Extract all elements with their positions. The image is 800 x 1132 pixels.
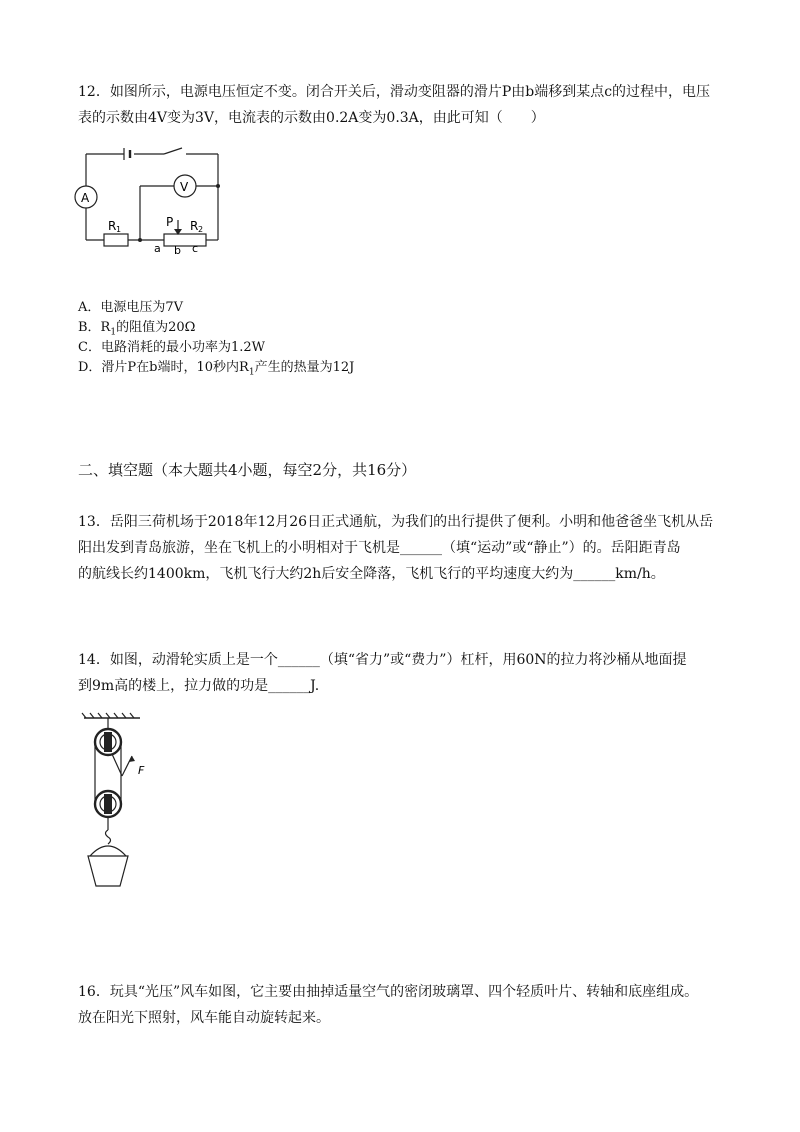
- q13-line-1: 13．岳阳三荷机场于2018年12月26日正式通航，为我们的出行提供了便利。小明和他爸爸坐飞机从岳: [78, 514, 714, 530]
- section-title-fill-in: 二、填空题（本大题共4小题，每空2分，共16分）: [78, 461, 417, 479]
- pulley-diagram: [74, 712, 184, 894]
- q12-line-1: 12．如图所示，电源电压恒定不变。闭合开关后，滑动变阻器的滑片P由b端移到某点c的过程中，电压: [78, 84, 711, 100]
- r1-label: R: [108, 219, 117, 233]
- point-a-label: a: [154, 242, 161, 255]
- q12-line-2: 表的示数由4V变为3V，电流表的示数由0.2A变为0.3A，由此可知（ ）: [78, 110, 545, 126]
- voltmeter-label: V: [180, 180, 189, 194]
- q16-line-2: 放在阳光下照射，风车能自动旋转起来。: [78, 1010, 330, 1026]
- q12-option-a: A．电源电压为7V: [78, 300, 184, 315]
- r2-subscript: 2: [198, 225, 204, 234]
- force-f-label: F: [138, 764, 145, 777]
- r2-label: R: [190, 219, 199, 233]
- q12-option-d: D．滑片P在b端时，10秒内$R_1$产生的热量为12J: [78, 360, 355, 378]
- q13-line-3: 的航线长约1400km，飞机飞行大约2h后安全降落，飞机飞行的平均速度大约为______km/h。: [78, 566, 665, 582]
- ammeter-label: A: [81, 191, 90, 205]
- q12-option-c: C．电路消耗的最小功率为1.2W: [78, 340, 265, 355]
- circuit-diagram: [74, 146, 234, 258]
- slider-p-label: P: [166, 215, 174, 229]
- point-b-label: b: [174, 244, 181, 257]
- q12-option-b: B．$R_1$的阻值为20Ω: [78, 320, 196, 338]
- q13-line-2: 阳出发到青岛旅游，坐在飞机上的小明相对于飞机是______（填“运动”或“静止”）的。岳阳距青岛: [78, 540, 681, 556]
- r1-subscript: 1: [116, 225, 122, 234]
- q16-line-1: 16．玩具“光压”风车如图，它主要由抽掉适量空气的密闭玻璃罩、四个轻质叶片、转轴和底座组成。: [78, 984, 699, 1000]
- q14-line-1: 14．如图，动滑轮实质上是一个______（填“省力”或“费力”）杠杆，用60N的拉力将沙桶从地面提: [78, 652, 687, 668]
- q14-line-2: 到9m高的楼上，拉力做的功是______J.: [78, 678, 320, 694]
- point-c-label: c: [192, 242, 199, 255]
